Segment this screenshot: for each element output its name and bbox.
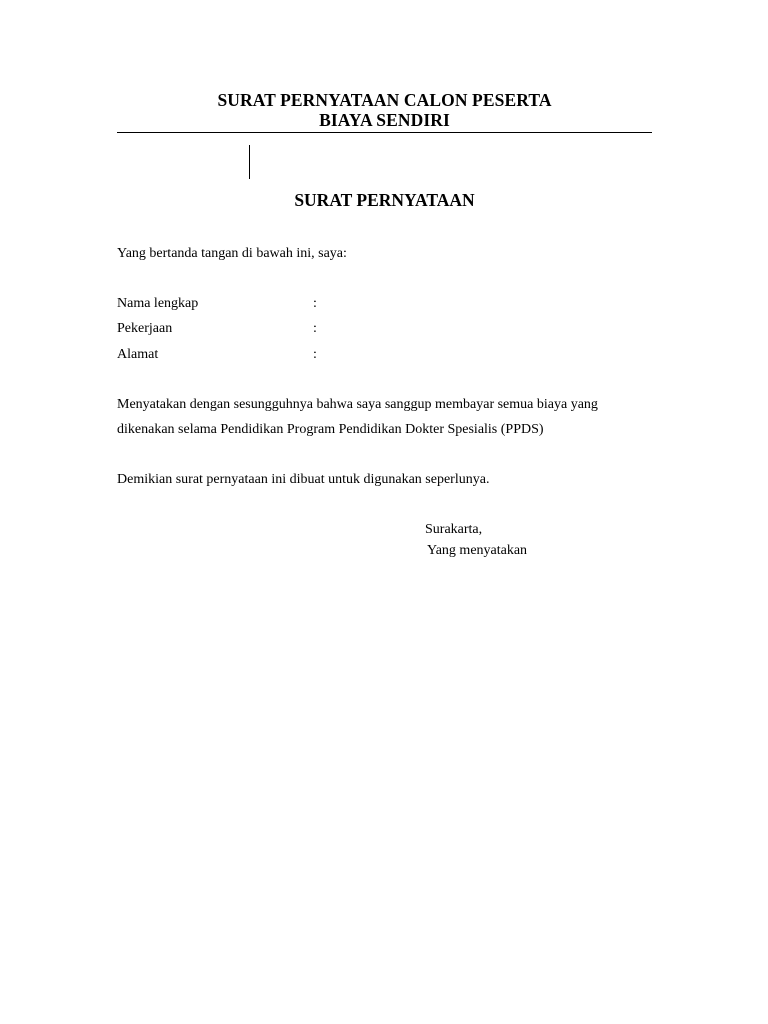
header-divider xyxy=(117,132,652,133)
signature-role: Yang menyatakan xyxy=(427,543,528,558)
statement-line-1: Menyatakan dengan sesungguhnya bahwa saya sanggup membayar semua biaya yang xyxy=(117,397,598,412)
field-row-nama-lengkap xyxy=(117,295,337,313)
signature-place: Surakarta, xyxy=(425,522,483,537)
signature-block xyxy=(425,521,527,560)
field-label: Pekerjaan xyxy=(117,321,173,336)
closing-text: Demikian surat pernyataan ini dibuat untuk digunakan seperlunya. xyxy=(117,472,490,487)
field-row-pekerjaan xyxy=(117,320,337,338)
statement-line-2: dikenakan selama Pendidikan Program Pendidikan Dokter Spesialis (PPDS) xyxy=(117,422,544,437)
intro-text: Yang bertanda tangan di bawah ini, saya: xyxy=(117,246,347,261)
field-row-alamat xyxy=(117,346,337,364)
document-title: SURAT PERNYATAAN xyxy=(294,190,475,210)
document-header xyxy=(117,90,652,130)
header-line-1: SURAT PERNYATAAN CALON PESERTA xyxy=(217,90,552,110)
header-line-2: BIAYA SENDIRI xyxy=(319,110,450,130)
text-cursor xyxy=(249,145,250,179)
field-separator: : xyxy=(313,296,317,311)
field-label: Alamat xyxy=(117,347,159,362)
field-separator: : xyxy=(313,321,317,336)
field-label: Nama lengkap xyxy=(117,296,199,311)
field-separator: : xyxy=(313,347,317,362)
